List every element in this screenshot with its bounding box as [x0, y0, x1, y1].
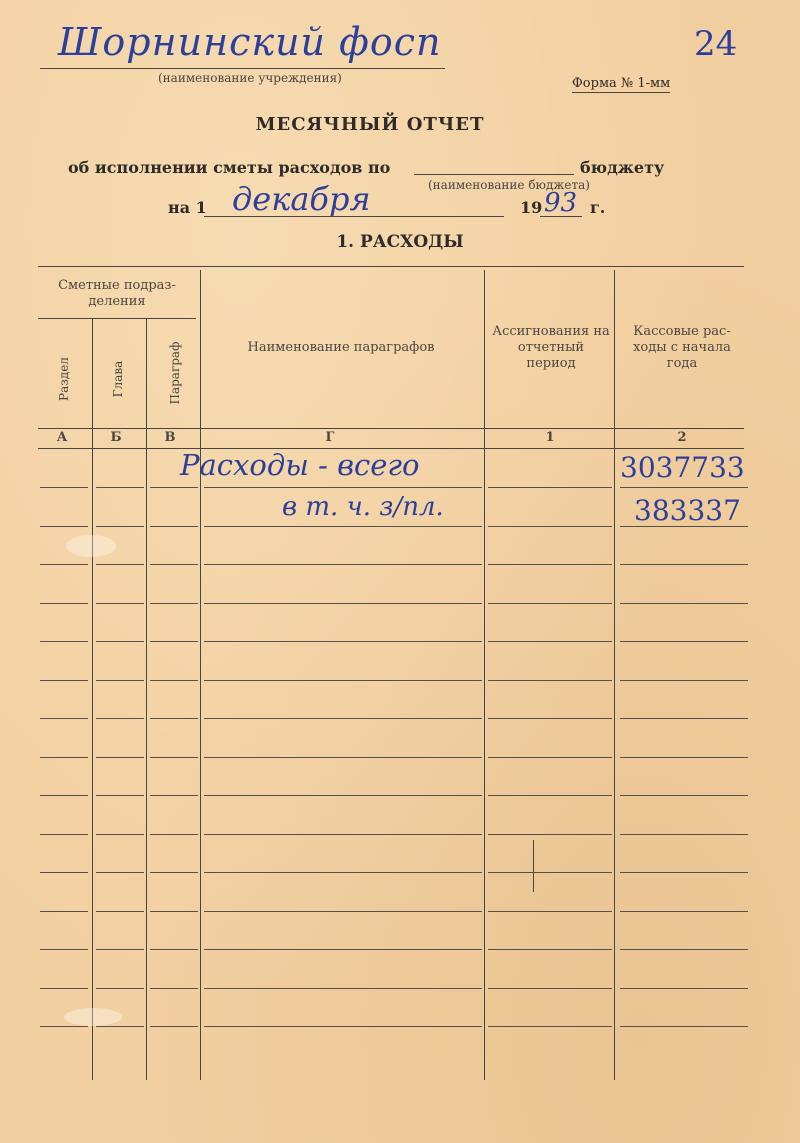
title-line-suffix: бюджету: [580, 158, 665, 177]
table-rule-line: [150, 564, 198, 565]
table-rule-line: [204, 718, 482, 719]
table-rule-line: [40, 564, 88, 565]
table-rule-line: [40, 603, 88, 604]
year-suffix: г.: [590, 198, 606, 217]
col-header-assignments: Ассигнования на отчетный период: [492, 324, 610, 371]
table-rule-line: [40, 641, 88, 642]
paper-stain: [64, 1008, 122, 1026]
table-rule-line: [96, 872, 144, 873]
header-bottom-border: [38, 428, 744, 429]
table-rule-line: [488, 680, 612, 681]
table-rule-line: [204, 872, 482, 873]
table-rule-line: [488, 834, 612, 835]
table-rule-line: [150, 603, 198, 604]
table-rule-line: [96, 911, 144, 912]
table-rule-line: [96, 680, 144, 681]
table-rule-line: [204, 487, 482, 488]
table-rule-line: [620, 872, 748, 873]
idx-a: А: [56, 430, 68, 445]
table-rule-line: [488, 911, 612, 912]
table-rule-line: [150, 834, 198, 835]
table-rule-line: [620, 949, 748, 950]
table-rule-line: [150, 911, 198, 912]
table-rule-line: [620, 641, 748, 642]
table-rule-line: [96, 757, 144, 758]
table-rule-line: [40, 718, 88, 719]
table-rule-line: [204, 911, 482, 912]
date-month-handwritten: декабря: [232, 180, 371, 218]
table-rule-line: [204, 949, 482, 950]
table-rule-line: [40, 680, 88, 681]
table-rule-line: [150, 988, 198, 989]
table-rule-line: [620, 757, 748, 758]
col-header-cash: Кассовые рас-ходы с начала года: [633, 324, 731, 371]
table-rule-line: [150, 757, 198, 758]
table-rule-line: [96, 526, 144, 527]
col-divider-3: [200, 270, 201, 1080]
table-rule-line: [488, 757, 612, 758]
table-rule-line: [620, 487, 748, 488]
table-rule-line: [620, 795, 748, 796]
date-underline: [204, 216, 504, 217]
table-rule-line: [488, 641, 612, 642]
table-rule-line: [96, 834, 144, 835]
table-rule-line: [150, 718, 198, 719]
row-2-cash: 383337: [634, 494, 741, 527]
group-header-smetnye: Сметные подраз-деления: [58, 278, 176, 309]
table-rule-line: [204, 834, 482, 835]
table-rule-line: [150, 795, 198, 796]
col-header-paragraf: Параграф: [168, 341, 182, 405]
paper-stain: [66, 535, 116, 557]
col-divider-5: [614, 270, 615, 1080]
table-rule-line: [204, 1026, 482, 1027]
group-header-divider: [38, 318, 196, 319]
table-rule-line: [620, 988, 748, 989]
table-rule-line: [620, 603, 748, 604]
col-header-glava: Глава: [111, 360, 125, 398]
table-rule-line: [620, 1026, 748, 1027]
table-rule-line: [40, 487, 88, 488]
table-rule-line: [204, 795, 482, 796]
table-rule-line: [204, 680, 482, 681]
table-rule-line: [96, 564, 144, 565]
table-rule-line: [488, 1026, 612, 1027]
table-rule-line: [40, 988, 88, 989]
row-1-name: Расходы - всего: [180, 448, 420, 482]
table-rule-line: [620, 911, 748, 912]
table-rule-line: [40, 1026, 88, 1027]
table-rule-line: [488, 795, 612, 796]
page-number: 24: [694, 24, 738, 64]
table-rule-line: [150, 487, 198, 488]
table-rule-line: [620, 834, 748, 835]
table-rule-line: [40, 872, 88, 873]
table-rule-line: [40, 834, 88, 835]
table-top-border: [38, 266, 744, 267]
institution-underline: [40, 68, 445, 69]
table-rule-line: [96, 949, 144, 950]
table-rule-line: [40, 757, 88, 758]
table-rule-line: [204, 757, 482, 758]
table-rule-line: [40, 949, 88, 950]
year-handwritten: 93: [544, 188, 578, 218]
col-header-name: Наименование параграфов: [247, 340, 435, 355]
date-prefix: на 1: [168, 198, 207, 217]
table-rule-line: [96, 603, 144, 604]
institution-name-handwritten: Шорнинский фосп: [58, 20, 442, 64]
col-divider-1: [92, 318, 93, 1080]
idx-v: В: [164, 430, 176, 445]
table-rule-line: [150, 526, 198, 527]
table-rule-line: [204, 564, 482, 565]
institution-caption: (наименование учреждения): [158, 71, 342, 85]
col-divider-2: [146, 318, 147, 1080]
assign-mark: [533, 840, 534, 892]
table-rule-line: [96, 641, 144, 642]
year-prefix: 19: [520, 198, 543, 217]
table-rule-line: [204, 641, 482, 642]
idx-b: Б: [110, 430, 122, 445]
form-label: Форма № 1-мм: [572, 76, 671, 91]
table-rule-line: [150, 949, 198, 950]
table-rule-line: [204, 988, 482, 989]
table-rule-line: [150, 641, 198, 642]
table-rule-line: [488, 872, 612, 873]
row-1-cash: 3037733: [620, 451, 745, 484]
table-rule-line: [96, 988, 144, 989]
table-rule-line: [40, 526, 88, 527]
table-rule-line: [488, 526, 612, 527]
table-rule-line: [488, 949, 612, 950]
report-title: МЕСЯЧНЫЙ ОТЧЕТ: [255, 114, 485, 135]
table-rule-line: [96, 1026, 144, 1027]
table-rule-line: [488, 988, 612, 989]
section-title: 1. РАСХОДЫ: [336, 232, 464, 252]
row-2-name: в т. ч. з/пл.: [282, 492, 444, 522]
idx-g: Г: [325, 430, 335, 445]
table-rule-line: [96, 718, 144, 719]
table-rule-line: [150, 872, 198, 873]
table-rule-line: [204, 603, 482, 604]
col-divider-4: [484, 270, 485, 1080]
table-rule-line: [150, 1026, 198, 1027]
table-rule-line: [96, 795, 144, 796]
idx-2: 2: [677, 430, 687, 445]
budget-caption: (наименование бюджета): [428, 178, 590, 192]
table-rule-line: [488, 487, 612, 488]
table-rule-line: [204, 526, 482, 527]
idx-1: 1: [545, 430, 555, 445]
table-rule-line: [620, 680, 748, 681]
table-rule-line: [620, 564, 748, 565]
year-underline: [540, 216, 582, 217]
table-rule-line: [150, 680, 198, 681]
col-header-razdel: Раздел: [57, 357, 71, 401]
title-line-prefix: об исполнении сметы расходов по: [68, 158, 391, 177]
budget-name-underline: [414, 174, 574, 175]
table-rule-line: [488, 718, 612, 719]
table-rule-line: [488, 564, 612, 565]
table-rule-line: [620, 718, 748, 719]
table-rule-line: [40, 795, 88, 796]
table-rule-line: [40, 911, 88, 912]
table-rule-line: [488, 603, 612, 604]
table-rule-line: [96, 487, 144, 488]
